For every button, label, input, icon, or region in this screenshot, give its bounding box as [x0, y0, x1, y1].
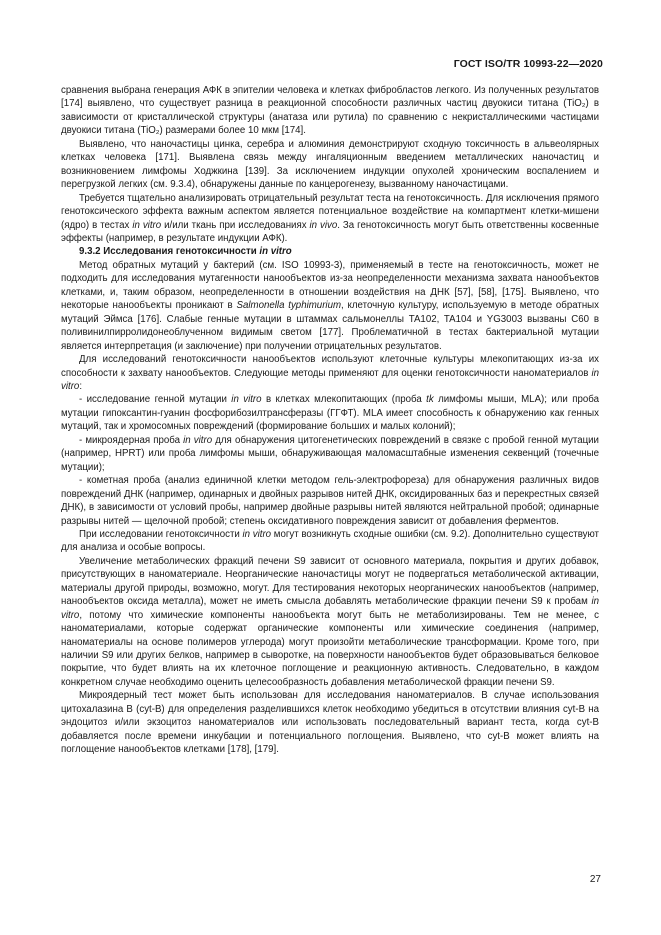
italic-term: in vitro	[61, 596, 599, 621]
document-body	[61, 84, 599, 757]
text-span: могут возникнуть сходные ошибки (см. 9.2). Дополнительно существуют для анализа и особые вопросы.	[61, 528, 599, 554]
paragraph-1: сравнения выбрана генерация АФК в эпителии человека и клетках фибробластов легкого. Из полученных результатов [174] выявлено, что существует разница в реакционной способности различных частиц двуокиси титана (TiO₂) в зависимости от кристаллической структуры (анатаза или рутила) по сравнению с некристаллическими частицами двуокиси титана (TiO₂) размерами более 10 мкм [174].	[61, 85, 599, 137]
heading-italic: in vitro	[259, 246, 292, 258]
paragraph-8: Микроядерный тест может быть использован для исследования наноматериалов. В случае использования цитохалазина B (cyt-B) для определения разделившихся клеток необходимо убедиться в отсутствии влияния cyt-B на эндоцитоз и/или экзоцитоз наноматериалов или использовать последовательный вариант теста, когда cyt-B добавляется после времени инкубации и потенциального поглощения. Выявлено, что cyt-B может влиять на поглощение нанообъектов клетками [178], [179].	[61, 690, 599, 756]
italic-term: tk	[426, 394, 434, 406]
italic-term: in vitro	[183, 434, 213, 446]
text-span: в клетках млекопитающих (проба	[261, 394, 427, 406]
list-item: - кометная проба (анализ единичной клетки методом гель-электрофореза) для обнаружения различных видов повреждений ДНК (например, одинарных и двойных разрывов нитей ДНК, оксидированных баз и перекрестных связей ДНК), в зависимости от условий пробы, например двойные разрывы нитей являются нейтральной пробой; одинарные разрывы нитей — щелочной пробой; степень оксидативного повреждения зависит от добавления ферментов.	[61, 475, 599, 527]
list-item	[61, 434, 599, 474]
text-span: , клеточную культуру, используемую в методе обратных мутаций Эймса [176]. Слабые генные мутации в штаммах сальмонеллы TA102, TA104 и YG3003 вызваны C60 в поливинилпирролидонеоблученном видимым светом [177]. Проблематичной в тестах бактериальной мутации является интерпретация (и заключение) при получении отрицательных результатов.	[61, 300, 599, 352]
italic-term: Salmonella typhimurium	[236, 300, 342, 312]
text-span: Для исследований генотоксичности нанообъектов используют клеточные культуры млекопитающих из-за их способности к захвату нанообъектов. Следующие методы применяют для оценки генотоксичности наноматериалов	[61, 354, 599, 379]
text-span: , потому что химические компоненты нанообъекта могут быть не метаболизированы. Тем не менее, с наноматериалами, которые содержат органические компоненты или химические соединения (например, наноматериалы на основе полимеров углерода) могут произойти метаболические трансформации. Кроме того, при наличии S9 или других белков, например в сыворотке, на поверхности нанообъектов будет образовываться белковое покрытие, что будет влиять на их клеточное поглощение и реакционную активность. Следовательно, в каждом конкретном случае необходимо оценить целесообразность добавления метаболической фракции печени S9.	[61, 609, 599, 688]
italic-term: in vitro	[61, 367, 599, 392]
paragraph-5	[61, 353, 599, 393]
italic-term: in vitro	[242, 528, 272, 540]
paragraph-2: Выявлено, что наночастицы цинка, серебра и алюминия демонстрируют сходную токсичность в альвеолярных клетках человека [171]. Выявлена связь между ингаляционным введением металлических наночастиц и возникновением лимфомы Ходжкина [139]. За исключением индукции опухолей хроническим воспалением и перегрузкой легких (см. 9.3.4), обнаружены данные по канцерогенезу, вызванному наночастицами.	[61, 138, 599, 191]
paragraph-4	[61, 259, 599, 353]
section-heading	[61, 245, 599, 258]
text-span: и/или ткань при исследованиях	[161, 219, 310, 231]
italic-term: in vitro	[231, 394, 262, 406]
text-span: . За генотоксичность могут быть ответственны косвенные эффекты (например, в результате индукции АФК).	[61, 219, 599, 244]
text-span: - исследование генной мутации	[79, 394, 232, 406]
text-span: лимфомы мыши, MLA); или проба мутации гипоксантин-гуанин фосфорибозилтрансферазы (ГГФТ). MLA имеет способность к обнаружению как генных мутаций, так и хромосомных повреждений (формирование больших и малых колоний);	[61, 394, 599, 433]
italic-term: in vitro	[132, 219, 162, 231]
paragraph-7	[61, 555, 599, 690]
text-span: Увеличение метаболических фракций печени S9 зависит от основного материала, покрытия и других добавок, присутствующих в наноматериале. Неорганические наночастицы могут не подвергаться метаболической активации, материалы другой природы, возможно, могут. Для тестирования некоторых неорганических нанообъектов (например, нанообъектов оксида металла), может не иметь смысла добавлять метаболические фракции печени S9 к пробам	[61, 555, 599, 608]
italic-term: in vivo	[309, 219, 338, 231]
text-span: Требуется тщательно анализировать отрицательный результат теста на генотоксичность. Для исключения прямого генотоксического эффекта важным аспектом является потенциальное воздействие на компартмент клетки-мишени (ядро) в тестах	[61, 192, 599, 231]
list-item	[61, 393, 599, 433]
document-header: ГОСТ ISO/TR 10993-22—2020	[453, 58, 603, 70]
text-span: для обнаружения цитогенетических повреждений в связке с пробой генной мутации (например, HPRT) или проба лимфомы мыши, обнаруживающая маломасштабные изменения секвенций (точечные мутации);	[61, 434, 599, 473]
paragraph-3	[61, 192, 599, 246]
page-number: 27	[589, 874, 601, 885]
heading-text: 9.3.2 Исследования генотоксичности	[79, 246, 260, 258]
text-span: :	[79, 380, 83, 392]
paragraph-6	[61, 528, 599, 555]
text-span: - микроядерная проба	[79, 434, 184, 446]
text-span: При исследовании генотоксичности	[79, 528, 243, 540]
text-span: Метод обратных мутаций у бактерий (см. ISO 10993-3), применяемый в тесте на генотоксичность, может не подходить для исследования мутагенности нанообъектов из-за неопределенности механизма захвата нанообъектов клетками, и, таким образом, неопределенности в отношении воздействия на ДНК [57], [58], [175]. Выявлено, что некоторые нанообъекты проникают в	[61, 259, 599, 312]
